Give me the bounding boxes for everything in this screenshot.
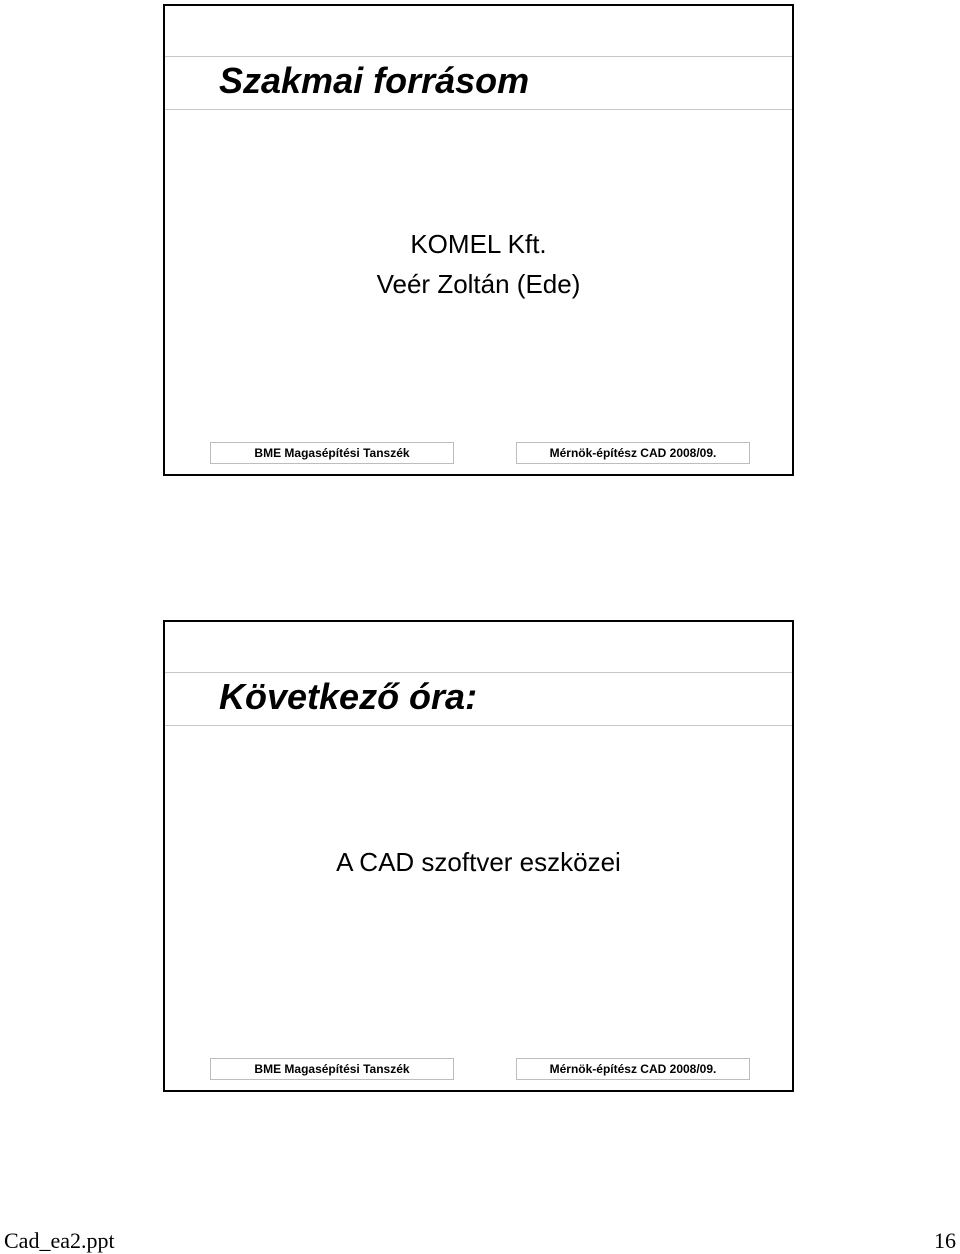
body-line-company: KOMEL Kft.	[410, 229, 547, 259]
body-line-person: Veér Zoltán (Ede)	[376, 269, 581, 299]
slide-title: Következő óra:	[219, 676, 478, 717]
page-number: 16	[934, 1228, 956, 1253]
body-line-topic: A CAD szoftver eszközei	[336, 847, 621, 877]
slide-body	[165, 224, 792, 304]
slide-1	[163, 4, 794, 476]
slide-footer-course: Mérnök-építész CAD 2008/09.	[516, 442, 750, 464]
slide-title: Szakmai forrásom	[219, 60, 530, 101]
slide-footer-department: BME Magasépítési Tanszék	[210, 1058, 454, 1080]
slide-footer-department: BME Magasépítési Tanszék	[210, 442, 454, 464]
slide-body	[165, 842, 792, 882]
slide-footer-course: Mérnök-építész CAD 2008/09.	[516, 1058, 750, 1080]
page-footer-filename: Cad_ea2.ppt	[4, 1228, 115, 1253]
slide-2	[163, 620, 794, 1092]
